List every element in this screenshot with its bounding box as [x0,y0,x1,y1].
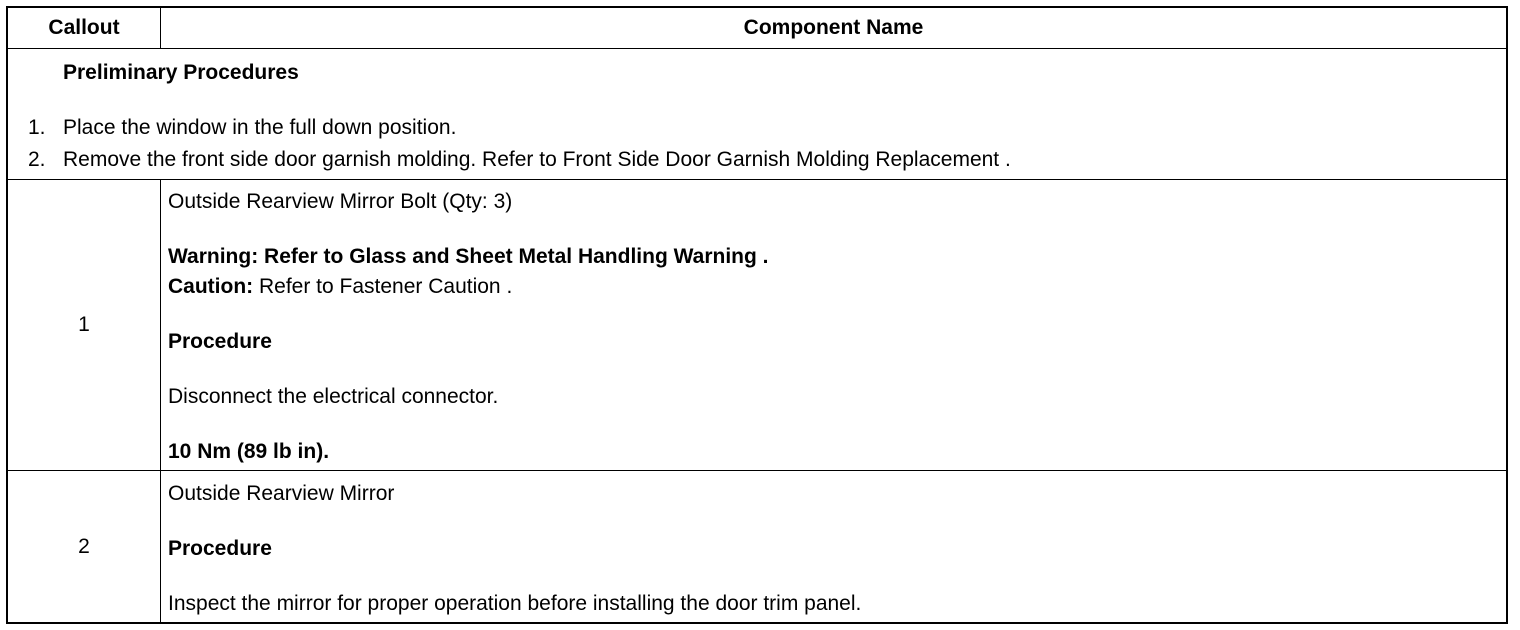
procedure-heading: Procedure [168,537,272,560]
caution-label: Caution: [168,275,254,298]
component-table [6,6,1508,624]
procedure-text: Disconnect the electrical connector. [168,385,499,408]
step-text: Place the window in the full down position. [63,116,457,139]
preliminary-step-2 [28,148,1011,172]
component-cell [161,471,1506,622]
callout-number: 2 [8,471,161,622]
component-cell [161,180,1506,470]
step-number: 1. [28,116,46,139]
warning-text: Warning: Refer to Glass and Sheet Metal Handling Warning . [168,245,769,268]
caution-line [168,275,512,299]
step-text: Remove the front side door garnish molding. Refer to Front Side Door Garnish Molding Replacement . [63,148,1011,171]
component-name: Outside Rearview Mirror Bolt (Qty: 3) [168,190,513,213]
preliminary-procedures-row [8,49,1506,180]
header-callout: Callout [8,8,161,48]
preliminary-procedures-title: Preliminary Procedures [63,61,299,84]
step-number: 2. [28,148,46,171]
procedure-text: Inspect the mirror for proper operation before installing the door trim panel. [168,592,862,615]
table-row-callout-2 [8,471,1506,622]
preliminary-step-1 [28,116,456,140]
procedure-heading: Procedure [168,330,272,353]
callout-number: 1 [8,180,161,470]
torque-spec: 10 Nm (89 lb in). [168,440,330,463]
caution-text: Refer to Fastener Caution . [253,275,513,298]
table-row-callout-1 [8,180,1506,471]
header-component-name: Component Name [743,16,924,39]
component-name: Outside Rearview Mirror [168,482,395,505]
table-header-row [8,8,1506,49]
